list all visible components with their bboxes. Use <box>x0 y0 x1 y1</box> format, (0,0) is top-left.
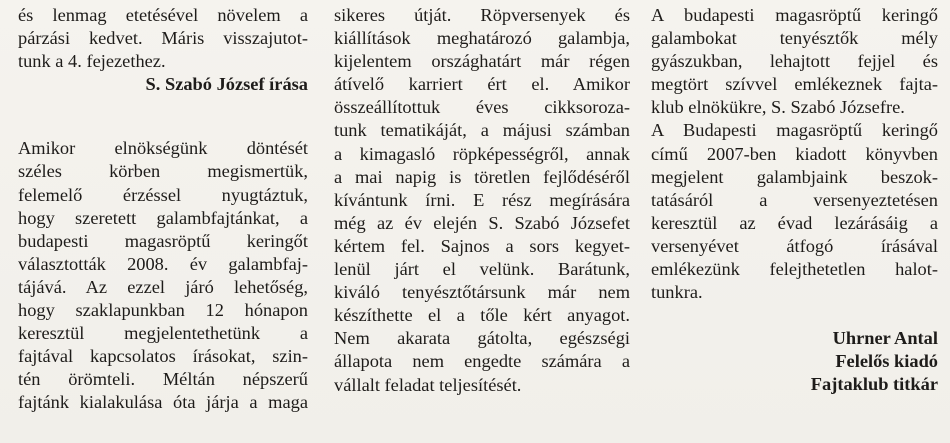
text-line: kértem fel. Sajnos a sors kegyet- <box>334 235 630 256</box>
signature-role-secretary: Fajtaklub titkár <box>810 374 938 395</box>
text-line: tatásáról a versenyeztetésen <box>651 189 938 210</box>
text-line: klub elnökükre, S. Szabó Józsefre. <box>651 97 905 118</box>
text-line: gyászukban, lehajtott fejjel és <box>651 51 938 72</box>
text-line: megtört szívvel emlékeznek fajta- <box>651 74 938 95</box>
text-line: hogy szeretett galambfajtánkat, a <box>18 207 308 228</box>
text-line: és lenmag etetésével növelem a <box>18 5 308 25</box>
text-line: című 2007-ben kiadott könyvben <box>651 143 938 164</box>
signature-name: Uhrner Antal <box>832 328 938 349</box>
text-line: kijelentem országhatárt már régen <box>334 51 630 72</box>
column-1 <box>18 4 308 415</box>
column-3 <box>651 4 938 397</box>
text-line: tunk tematikáját, a májusi számban <box>334 120 630 141</box>
text-line: Nem akarata gátolta, egészségi <box>334 328 630 349</box>
text-line: lenül járt el velünk. Barátunk, <box>334 259 630 280</box>
text-line: fajtával kapcsolatos írásokat, szin- <box>18 346 308 367</box>
text-line: választották 2008. év galambfaj- <box>18 253 308 274</box>
text-line: átívelő karriert ért el. Amikor <box>334 74 630 95</box>
column-2 <box>334 4 630 397</box>
text-line: A Budapesti magasröptű keringő <box>651 120 938 141</box>
text-line: megjelent galambjaink beszok- <box>651 166 938 187</box>
signature-role-publisher: Felelős kiadó <box>835 351 938 372</box>
text-line: budapesti magasröptű keringőt <box>18 230 308 251</box>
paragraph-gap <box>651 304 938 327</box>
text-line: felemelő érzéssel nyugtáztuk, <box>18 184 308 205</box>
text-line: vállalt feladat teljesítését. <box>334 374 522 395</box>
text-line: tén örömteli. Méltán népszerű <box>18 369 308 390</box>
text-line: a mai napig is töretlen fejlődéséről <box>334 166 630 187</box>
text-line: összeállítottuk éves cikksoroza- <box>334 97 630 118</box>
text-line: tunk a 4. fejezethez. <box>18 51 166 72</box>
text-line: készíthette el a tőle kért anyagot. <box>334 305 630 326</box>
text-line: emlékezünk felejthetetlen halot- <box>651 259 938 280</box>
paragraph-gap <box>18 119 308 137</box>
text-line: állapota nem engedte számára a <box>334 351 630 372</box>
text-line: széles körben megismertük, <box>18 161 308 182</box>
text-line: tájává. Az ezzel járó lehetőség, <box>18 276 308 297</box>
text-line: hogy szaklapunkban 12 hónapon <box>18 300 308 321</box>
text-line: párzási kedvet. Máris visszajutot- <box>18 28 308 49</box>
text-line: tunkra. <box>651 282 703 303</box>
paragraph-gap <box>18 96 308 119</box>
text-line: Amikor elnökségünk döntését <box>18 138 308 159</box>
text-line: sikeres útját. Röpversenyek és <box>334 5 630 25</box>
text-line: kívántunk írni. E rész megírására <box>334 189 630 210</box>
text-line: kiállítások meghatározó galambja, <box>334 28 630 49</box>
text-line: keresztül megjelentethetünk a <box>18 323 308 344</box>
text-line: fajtánk kialakulása óta járja a maga <box>18 392 308 413</box>
author-byline: S. Szabó József írása <box>145 74 308 95</box>
text-line: még az év elején S. Szabó Józsefet <box>334 212 630 233</box>
text-line: versenyévet átfogó írásával <box>651 235 938 256</box>
text-line: a kimagasló röpképességről, annak <box>334 143 630 164</box>
text-line: keresztül az évad lezárásáig a <box>651 212 938 233</box>
text-line: galambokat tenyésztők mély <box>651 28 938 49</box>
text-line: A budapesti magasröptű keringő <box>651 5 938 25</box>
text-line: kiváló tenyésztőtársunk már nem <box>334 282 630 303</box>
